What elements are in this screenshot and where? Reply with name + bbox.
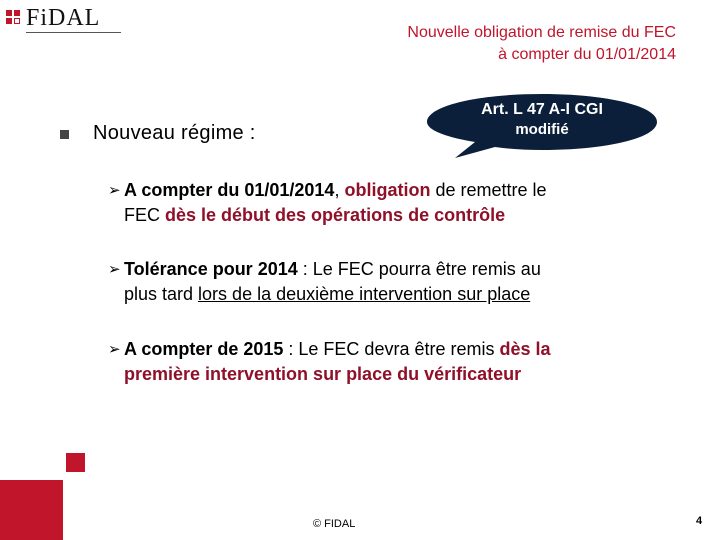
item-text: A compter du 01/01/2014 <box>124 180 335 200</box>
item-text: A compter de 2015 <box>124 339 284 359</box>
item-text: dès la <box>499 339 551 359</box>
list-item <box>108 337 708 387</box>
page-number: 4 <box>696 515 703 527</box>
footer-copyright: © FIDAL <box>313 518 356 530</box>
slide-title-line2: à compter du 01/01/2014 <box>498 46 676 63</box>
callout-line1: Art. L 47 A-I CGI <box>481 101 603 118</box>
item-text: de remettre le <box>430 180 547 200</box>
article-callout <box>425 92 659 150</box>
slide-title-line1: Nouvelle obligation de remise du FEC <box>407 24 676 41</box>
item-text: : Le FEC pourra être remis au <box>297 259 541 279</box>
item-text: : Le FEC devra être remis <box>283 339 500 359</box>
item-text: plus tard <box>124 284 199 304</box>
item-text: dès le début des opérations de contrôle <box>165 205 506 225</box>
list-item <box>108 178 708 228</box>
item-text: première intervention sur place du vérificateur <box>124 364 522 384</box>
arrow-bullet-icon: ➢ <box>108 182 121 199</box>
callout-line2: modifié <box>515 121 569 138</box>
item-text: lors de la deuxième intervention sur place <box>198 284 531 304</box>
square-bullet-icon <box>60 130 69 139</box>
item-text: , <box>334 180 345 200</box>
slide-title <box>407 22 676 66</box>
logo-text: FiDAL <box>26 5 101 31</box>
fidal-logo-icon <box>6 10 20 26</box>
decorative-red-square <box>66 453 85 472</box>
arrow-bullet-icon: ➢ <box>108 341 121 358</box>
decorative-red-block <box>0 480 63 540</box>
item-text: obligation <box>344 180 431 200</box>
list-item <box>108 257 708 307</box>
item-text: FEC <box>124 205 166 225</box>
item-text: Tolérance pour 2014 <box>124 259 298 279</box>
arrow-bullet-icon: ➢ <box>108 261 121 278</box>
logo-underline <box>26 32 121 33</box>
section-label: Nouveau régime : <box>93 122 256 144</box>
